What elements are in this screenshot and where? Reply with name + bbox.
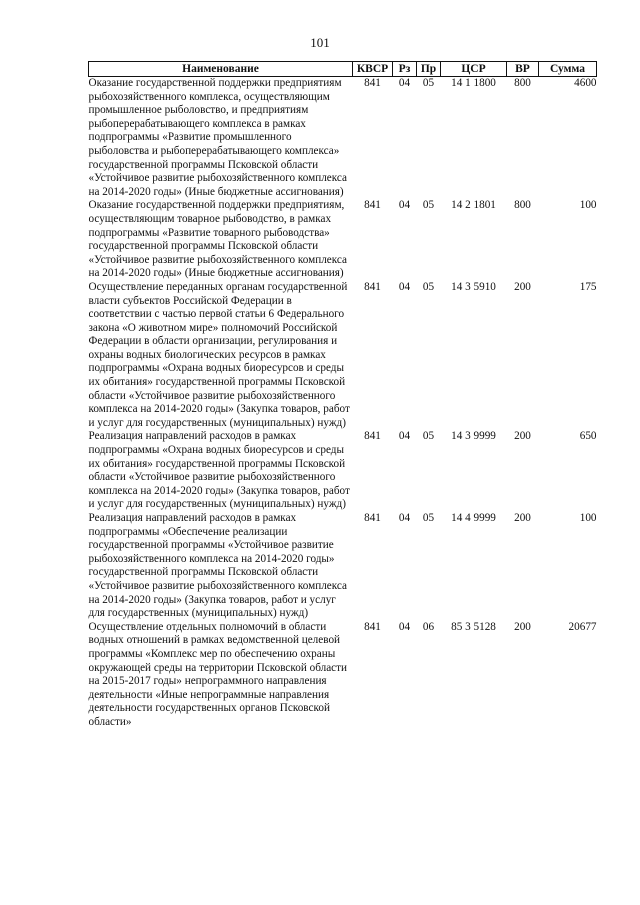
row-vr: 200 <box>514 430 531 443</box>
row-name: Реализация направлений расходов в рамках подпрограммы «Охрана водных биоресурсов и среды их обитания» государственной программы Псковской области «Устойчивое развитие рыбохозяйственного комплекса на 2014-2020 годы» (Закупка товаров, работ и услуг для государственных (муниципальных) нужд) <box>88 430 350 511</box>
table-row <box>89 512 597 621</box>
budget-table <box>88 61 597 730</box>
header-kvsr: КВСР <box>353 62 393 77</box>
row-pr: 05 <box>422 430 435 443</box>
row-csr: 14 1 1800 <box>451 77 496 89</box>
table-row <box>89 199 597 281</box>
row-kvsr: 841 <box>364 199 381 212</box>
header-sum: Сумма <box>539 62 597 77</box>
row-csr: 14 2 1801 <box>451 199 496 212</box>
row-sum: 20677 <box>568 620 597 633</box>
row-kvsr: 841 <box>364 620 381 633</box>
row-rz: 04 <box>398 430 411 443</box>
table-header-row <box>89 62 597 77</box>
row-name: Оказание государственной поддержки предприятиям рыбохозяйственного комплекса, осуществляющим промышленное рыболовство, и предприятиям рыбоперерабатывающего комплекса в рамках подпрограммы «Развитие промышленного рыболовства и рыбоперерабатывающего комплекса» государственной программы Псковской области «Устойчивое развитие рыбохозяйственного комплекса на 2014-2020 годы» (Иные бюджетные ассигнования) <box>88 77 347 198</box>
table-row <box>89 281 597 431</box>
row-pr: 06 <box>422 620 435 633</box>
row-rz: 04 <box>398 77 411 89</box>
row-pr: 05 <box>422 199 435 212</box>
row-vr: 800 <box>514 199 531 212</box>
row-csr: 14 3 9999 <box>451 430 496 443</box>
row-sum: 175 <box>579 280 597 293</box>
row-vr: 800 <box>514 77 531 89</box>
row-sum: 100 <box>579 199 597 212</box>
page-number: 101 <box>310 35 330 50</box>
row-csr: 85 3 5128 <box>451 620 496 633</box>
row-kvsr: 841 <box>364 512 381 524</box>
row-sum: 650 <box>579 430 597 443</box>
row-rz: 04 <box>398 620 411 633</box>
row-vr: 200 <box>514 512 531 524</box>
row-csr: 14 4 9999 <box>451 512 496 524</box>
row-rz: 04 <box>398 280 411 293</box>
row-kvsr: 841 <box>364 77 381 89</box>
row-name: Осуществление переданных органам государственной власти субъектов Российской Федерации в соответствии с частью первой статьи 6 Федерального закона «О животном мире» полномочий Российской Федерации в области организации, регулирования и охраны водных биологических ресурсов в рамках подпрограммы «Охрана водных биоресурсов и среды их обитания» государственной программы Псковской области «Устойчивое развитие рыбохозяйственного комплекса на 2014-2020 годы» (Закупка товаров, работ и услуг для государственных (муниципальных) нужд) <box>88 280 350 429</box>
row-name: Оказание государственной поддержки предприятиям, осуществляющим товарное рыбоводство, в рамках подпрограммы «Развитие товарного рыбоводства» государственной программы Псковской области «Устойчивое развитие рыбохозяйственного комплекса на 2014-2020 годы» (Иные бюджетные ассигнования) <box>88 199 347 280</box>
row-sum: 4600 <box>574 77 597 89</box>
table-row <box>89 77 597 200</box>
header-rz: Рз <box>393 62 417 77</box>
table-row <box>89 430 597 512</box>
row-rz: 04 <box>398 199 411 212</box>
row-rz: 04 <box>398 512 411 524</box>
row-pr: 05 <box>422 77 435 89</box>
table-row <box>89 621 597 730</box>
header-name: Наименование <box>89 62 353 77</box>
row-name: Реализация направлений расходов в рамках подпрограммы «Обеспечение реализации государственной программы «Устойчивое развитие рыбохозяйственного комплекса на 2014-2020 годы» государственной программы Псковской области «Устойчивое развитие рыбохозяйственного комплекса на 2014-2020 годы» (Закупка товаров, работ и услуг для государственных (муниципальных) нужд) <box>88 512 347 620</box>
row-sum: 100 <box>579 512 597 524</box>
row-kvsr: 841 <box>364 430 381 443</box>
header-vr: ВР <box>507 62 539 77</box>
row-csr: 14 3 5910 <box>451 280 496 293</box>
row-vr: 200 <box>514 620 531 633</box>
row-kvsr: 841 <box>364 280 381 293</box>
row-name: Осуществление отдельных полномочий в области водных отношений в рамках ведомственной целевой программы «Комплекс мер по обеспечению охраны окружающей среды на территории Псковской области на 2015-2017 годы» непрограммного направления деятельности «Иные непрограммные направления деятельности государственных органов Псковской области» <box>88 620 348 728</box>
header-csr: ЦСР <box>441 62 507 77</box>
header-pr: Пр <box>417 62 441 77</box>
row-pr: 05 <box>422 280 435 293</box>
row-pr: 05 <box>422 512 435 524</box>
row-vr: 200 <box>514 280 531 293</box>
